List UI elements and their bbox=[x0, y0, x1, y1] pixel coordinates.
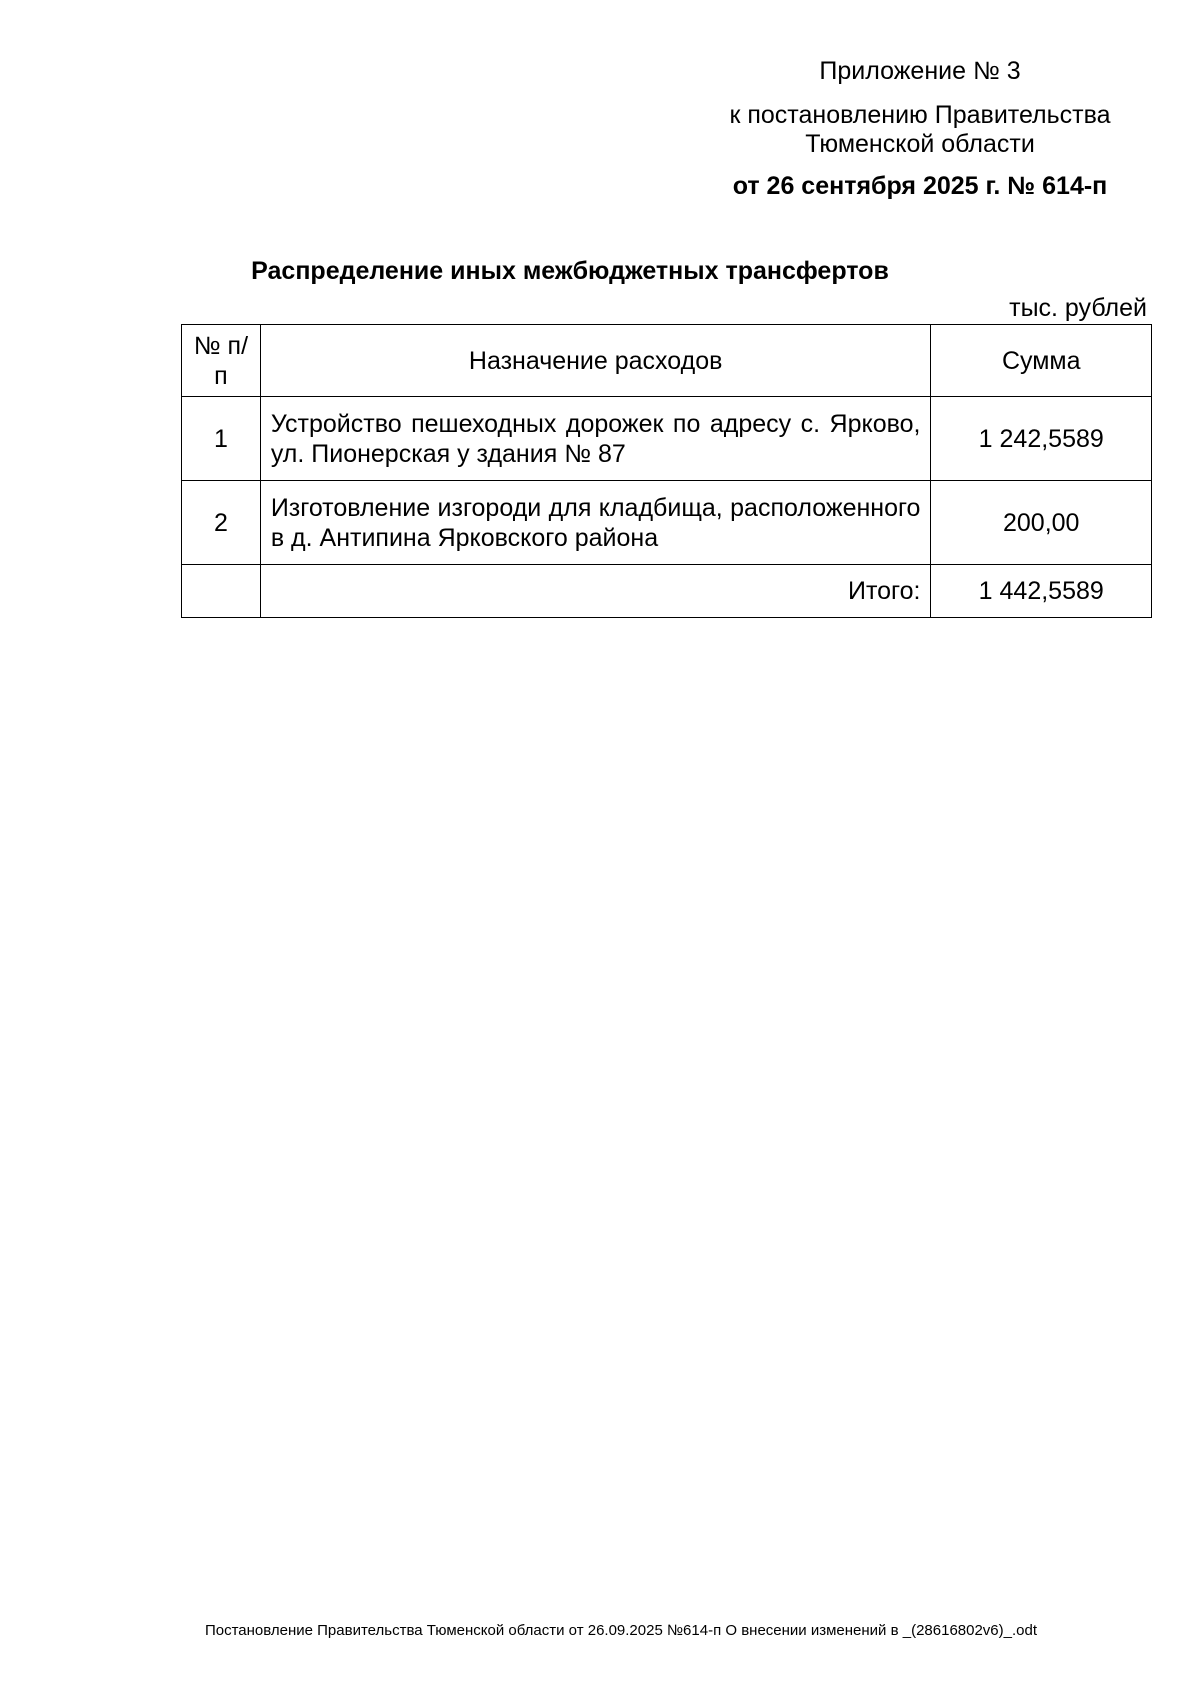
row-sum: 1 242,5589 bbox=[931, 397, 1152, 481]
appendix-title: Приложение № 3 bbox=[819, 57, 1021, 85]
header-sum: Сумма bbox=[931, 325, 1152, 397]
table-total-row bbox=[182, 565, 1152, 618]
row-purpose: Изготовление изгороди для кладбища, расположенного в д. Антипина Ярковского района bbox=[260, 481, 931, 565]
appendix-reference-line2: Тюменской области bbox=[805, 130, 1035, 158]
row-num: 1 bbox=[182, 397, 261, 481]
row-sum: 200,00 bbox=[931, 481, 1152, 565]
appendix-date: от 26 сентября 2025 г. № 614-п bbox=[732, 172, 1108, 200]
header-num: № п/п bbox=[182, 325, 261, 397]
appendix-reference bbox=[700, 101, 1140, 159]
table-header-row bbox=[182, 325, 1152, 397]
total-sum: 1 442,5589 bbox=[931, 565, 1152, 618]
header-purpose: Назначение расходов bbox=[260, 325, 931, 397]
table-row bbox=[182, 397, 1152, 481]
table-row bbox=[182, 481, 1152, 565]
transfers-table bbox=[181, 324, 1152, 618]
footer-note: Постановление Правительства Тюменской области от 26.09.2025 №614-п О внесении изменений в _(28616802v6)_.odt bbox=[204, 1622, 1038, 1639]
units-label: тыс. рублей bbox=[1009, 294, 1147, 322]
row-purpose: Устройство пешеходных дорожек по адресу с. Ярково, ул. Пионерская у здания № 87 bbox=[260, 397, 931, 481]
row-num: 2 bbox=[182, 481, 261, 565]
document-heading: Распределение иных межбюджетных трансфертов bbox=[251, 257, 889, 285]
appendix-reference-line1: к постановлению Правительства bbox=[729, 101, 1111, 129]
total-num-empty bbox=[182, 565, 261, 618]
total-label: Итого: bbox=[260, 565, 931, 618]
